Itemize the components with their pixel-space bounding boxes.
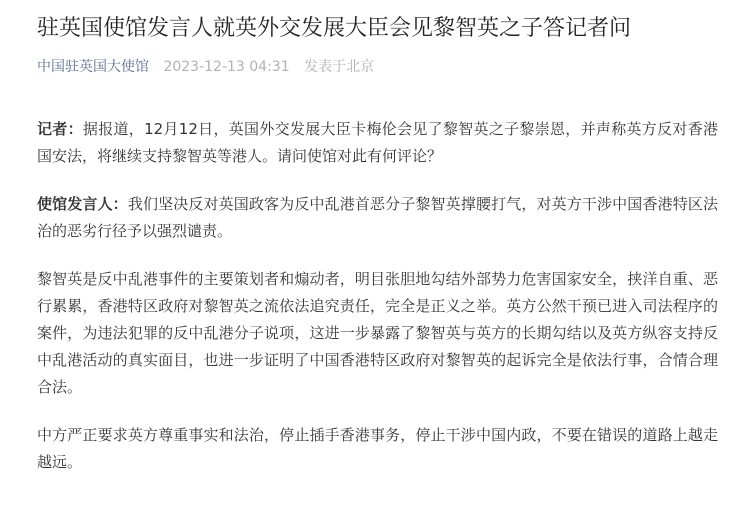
paragraph-text: 中方严正要求英方尊重事实和法治，停止插手香港事务，停止干涉中国内政，不要在错误的道路上越走越远。 — [37, 426, 718, 471]
paragraph-text: 据报道，12月12日，英国外交发展大臣卡梅伦会见了黎智英之子黎崇恩，并声称英方反对香港国安法，将继续支持黎智英等港人。请问使馆对此有何评论？ — [37, 120, 718, 165]
paragraph-body — [37, 266, 718, 401]
paragraph-text: 我们坚决反对英国政客为反中乱港首恶分子黎智英撑腰打气，对英方干涉中国香港特区法治的恶劣行径予以强烈谴责。 — [37, 195, 718, 240]
publish-time: 2023-12-13 04:31 — [163, 59, 290, 75]
paragraph-reporter-question — [37, 116, 718, 170]
article-meta — [37, 57, 718, 77]
publish-location: 发表于北京 — [304, 59, 375, 75]
speaker-label: 记者： — [37, 120, 83, 138]
speaker-label: 使馆发言人： — [37, 195, 128, 213]
account-name-link[interactable]: 中国驻英国大使馆 — [37, 59, 149, 75]
article-content — [37, 116, 718, 476]
article-title: 驻英国使馆发言人就英外交发展大臣会见黎智英之子答记者问 — [37, 16, 632, 41]
paragraph-text: 黎智英是反中乱港事件的主要策划者和煽动者，明目张胆地勾结外部势力危害国家安全，挟洋自重、恶行累累，香港特区政府对黎智英之流依法追究责任，完全是正义之举。英方公然干预已进入司法程序的案件，为违法犯罪的反中乱港分子说项，这进一步暴露了黎智英与英方的长期勾结以及英方纵容支持反中乱港活动的真实面目，也进一步证明了中国香港特区政府对黎智英的起诉完全是依法行事，合情合理合法。 — [37, 270, 718, 396]
paragraph-conclusion — [37, 422, 718, 476]
paragraph-spokesperson-answer — [37, 191, 718, 245]
